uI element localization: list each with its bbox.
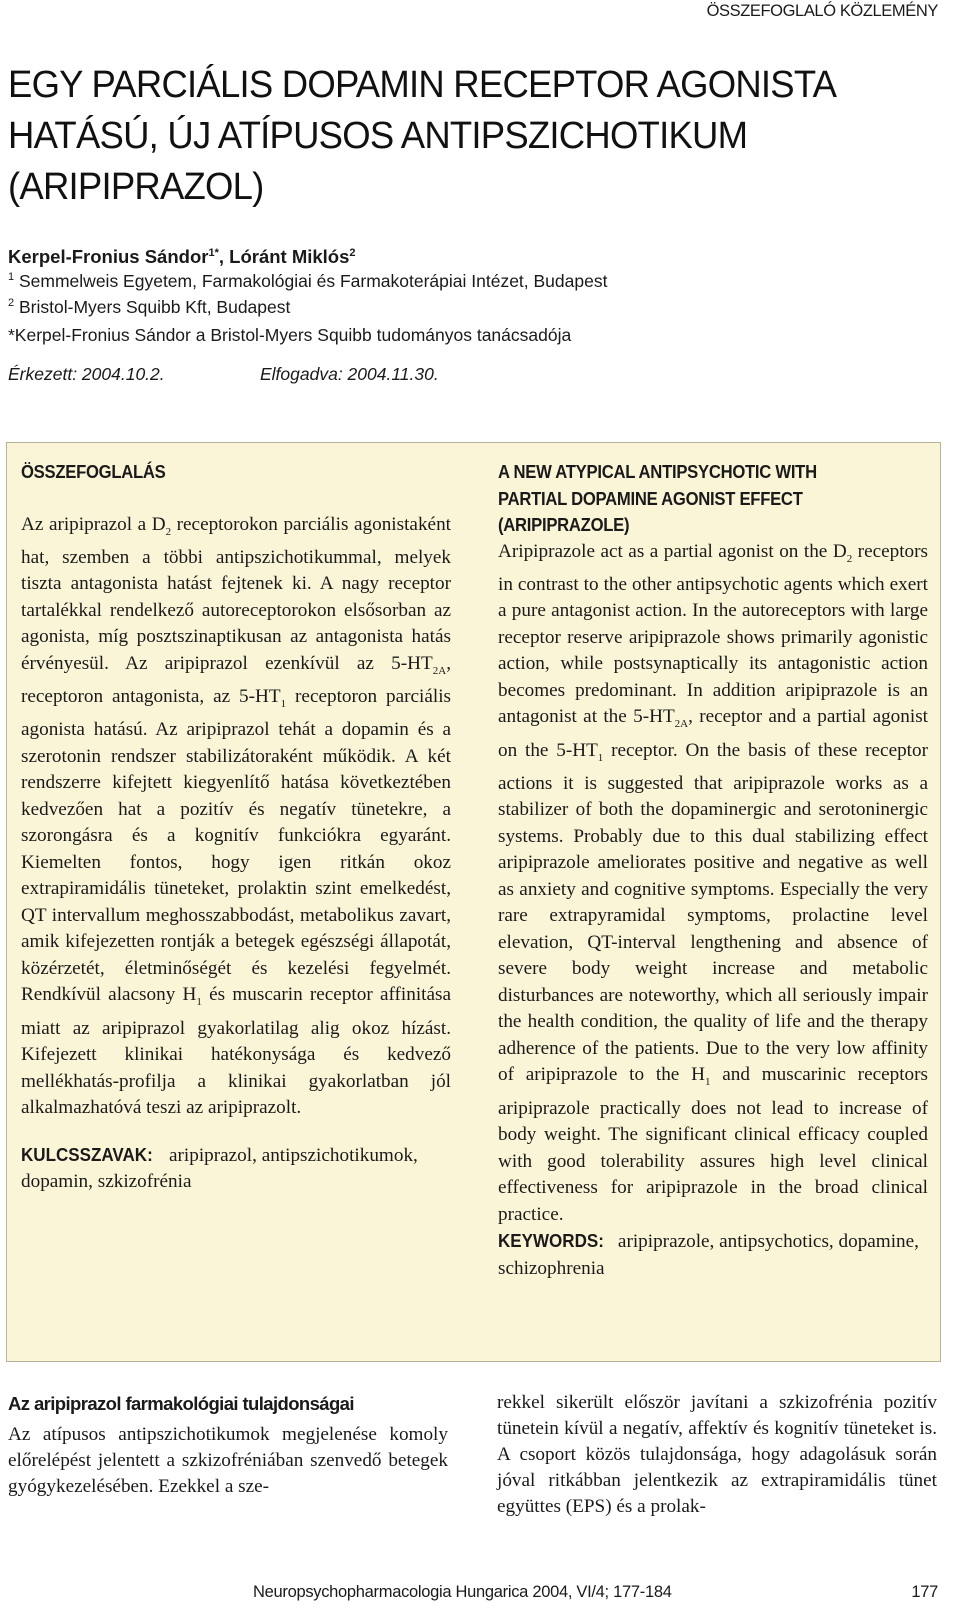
article-title xyxy=(8,60,901,213)
section-heading: Az aripiprazol farmakológiai tulajdonságai xyxy=(8,1393,354,1414)
abstract-en-heading xyxy=(498,459,930,539)
keywords-hu-text: aripiprazol, antipszichotikumok, dopamin, szkizofrénia xyxy=(21,1144,418,1193)
keywords-en xyxy=(498,1228,928,1282)
abstract-en-seg-2: receptors in contrast to the other antipsychotic agents which exert a pure antagonist action. In the autoreceptors with large receptor reserve aripiprazole shows primarily agonistic action, while postsynaptically its antagonistic action becomes predominant. In addition aripiprazole is an antagonist at the 5-HT xyxy=(498,540,928,728)
affiliation-1-text: Semmelweis Egyetem, Farmakológiai és Farmakoterápiai Intézet, Budapest xyxy=(19,271,608,291)
subscript-d2: 2 xyxy=(846,552,853,565)
subscript-2a: 2A xyxy=(432,664,447,677)
abstract-en-seg-4: receptor. On the basis of these receptor actions it is suggested that aripiprazole works as a stabilizer of both the dopaminergic and serotoninergic systems. Probably due to this dual stabilizing effect aripiprazole ameliorates positive and negative as well as anxiety and cognitive symptoms. Especially the very rare extrapyramidal symptoms, prolactine level elevation, QT-interval lengthening and absence of severe body weight increase and metabolic disturbances are noteworthy, which all seriously impair the health condition, the quality of life and the therapy adherence of the patients. Due to the very low affinity of aripiprazole to the H xyxy=(498,739,928,1086)
body-column-right: rekkel sikerült először javítani a szkizofrénia pozitív tünetein kívül a negatív, affektív és kognitív tüneteket is. A csoport közös tulajdonsága, hogy adagolásuk során jóval ritkábban jelentkezik az extrapiramidális tünet együttes (EPS) és a prolak- xyxy=(497,1392,937,1517)
abstract-hu-seg-2: receptorokon parciális agonistaként hat, szemben a többi antipszichotikummal, melyek tiszta antagonista hatást fejtenek ki. A nagy receptor tartalékkal rendelkező autoreceptorokon elsősorban az agonista, míg posztszinaptikusan az antagonista hatás érvényesül. Az aripiprazol ezenkívül az 5-HT xyxy=(21,513,451,674)
affiliation-1 xyxy=(8,271,607,292)
author-separator: , xyxy=(218,246,224,267)
received-date: Érkezett: 2004.10.2. xyxy=(8,364,165,384)
abstract-hu-seg-5: és muscarin receptor affinitása miatt az aripiprazol gyakorlatilag alig okoz hízást. Kifejezett klinikai hatékonysága és kedvező mellékhatás-profilja a klinikai gyakorlatban jól alkalmazhatóvá teszi az aripiprazolt. xyxy=(21,984,451,1119)
abstract-en-text xyxy=(498,539,928,1229)
affiliation-2-mark: 2 xyxy=(8,297,15,310)
author-1: Kerpel-Fronius Sándor xyxy=(8,246,209,267)
body-column-left: Az atípusos antipszichotikumok megjelenése komoly előrelépést jelentett a szkizofréniában szenvedő betegek gyógykezelésében. Ezekkel a sze- xyxy=(8,1424,448,1497)
author-2: Lóránt Miklós xyxy=(229,246,350,267)
abstract-en-seg-1: Aripiprazole act as a partial agonist on the D xyxy=(498,540,847,562)
abstract-hu-seg-1: Az aripiprazol a D xyxy=(21,513,166,535)
abstract-hu-heading: ÖSSZEFOGLALÁS xyxy=(21,461,166,482)
abstract-en-seg-5: and muscarinic receptors aripiprazole practically does not lead to increase of body weight. The significant clinical efficacy coupled with good tolerability assures high level clinical effectiveness for aripiprazole in the broad clinical practice. xyxy=(498,1064,928,1225)
abstract-box xyxy=(6,442,941,1362)
author-line xyxy=(8,246,356,268)
subscript-h1: 1 xyxy=(704,1076,711,1089)
title-line-3: (ARIPIPRAZOL) xyxy=(8,166,264,208)
subscript-1: 1 xyxy=(597,751,604,764)
abstract-hu-text xyxy=(21,512,451,1122)
keywords-en-text: aripiprazole, antipsychotics, dopamine, schizophrenia xyxy=(498,1231,919,1279)
dates-line xyxy=(8,364,439,385)
section-label: ÖSSZEFOGLALÓ KÖZLEMÉNY xyxy=(706,2,938,20)
author-1-marks: 1* xyxy=(208,246,219,259)
affiliation-1-mark: 1 xyxy=(8,271,15,284)
abstract-en-heading-line-3: (ARIPIPRAZOLE) xyxy=(498,514,630,535)
subscript-h1: 1 xyxy=(196,996,202,1009)
abstract-hu-seg-4: receptoron parciális agonista hatású. Az aripiprazol tehát a dopamin és a szerotonin rendszer stabilizátoraként működik. A két rendszerre kifejtett kiegyenlítő hatása következtében kedvezően hat a pozitív és negatív tünetekre, a szorongásra és a kognitív funkciókra egyaránt. Kiemelten fontos, hogy igen ritkán okoz extrapiramidális tüneteket, prolaktin szint emelkedést, QT intervallum meghosszabbodást, metabolikus zavart, amik kifejezetten rontják a betegek egészségi állapotát, közérzetét, életminőségét és kezelési fegyelmét. Rendkívül alacsony H xyxy=(21,686,451,1006)
abstract-en-seg-3: , receptor and a partial agonist on the 5-HT xyxy=(498,706,928,761)
abstract-hungarian xyxy=(21,459,451,1196)
accepted-date: Elfogadva: 2004.11.30. xyxy=(260,364,439,384)
subscript-d2: 2 xyxy=(165,525,172,538)
title-line-1: EGY PARCIÁLIS DOPAMIN RECEPTOR AGONISTA xyxy=(8,64,837,106)
keywords-en-label: KEYWORDS: xyxy=(498,1230,604,1252)
keywords-hu-label: KULCSSZAVAK: xyxy=(21,1143,153,1165)
subscript-1: 1 xyxy=(280,697,287,710)
abstract-hu-seg-3: , receptoron antagonista, az 5-HT xyxy=(21,652,451,708)
page-number: 177 xyxy=(911,1583,938,1601)
abstract-en-heading-line-2: PARTIAL DOPAMINE AGONIST EFFECT xyxy=(498,487,803,509)
subscript-2a: 2A xyxy=(674,718,689,731)
title-line-2: HATÁSÚ, ÚJ ATÍPUSOS ANTIPSZICHOTIKUM xyxy=(8,115,748,157)
author-2-mark: 2 xyxy=(349,246,356,259)
affiliation-2 xyxy=(8,297,290,318)
author-note: *Kerpel-Fronius Sándor a Bristol-Myers Squibb tudományos tanácsadója xyxy=(8,325,572,345)
keywords-hu xyxy=(21,1142,451,1196)
affiliation-2-text: Bristol-Myers Squibb Kft, Budapest xyxy=(19,297,291,317)
abstract-en-heading-line-1: A NEW ATYPICAL ANTIPSYCHOTIC WITH xyxy=(498,461,817,482)
abstract-english xyxy=(498,459,928,1282)
footer-journal: Neuropsychopharmacologia Hungarica 2004, VI/4; 177-184 xyxy=(253,1583,672,1601)
